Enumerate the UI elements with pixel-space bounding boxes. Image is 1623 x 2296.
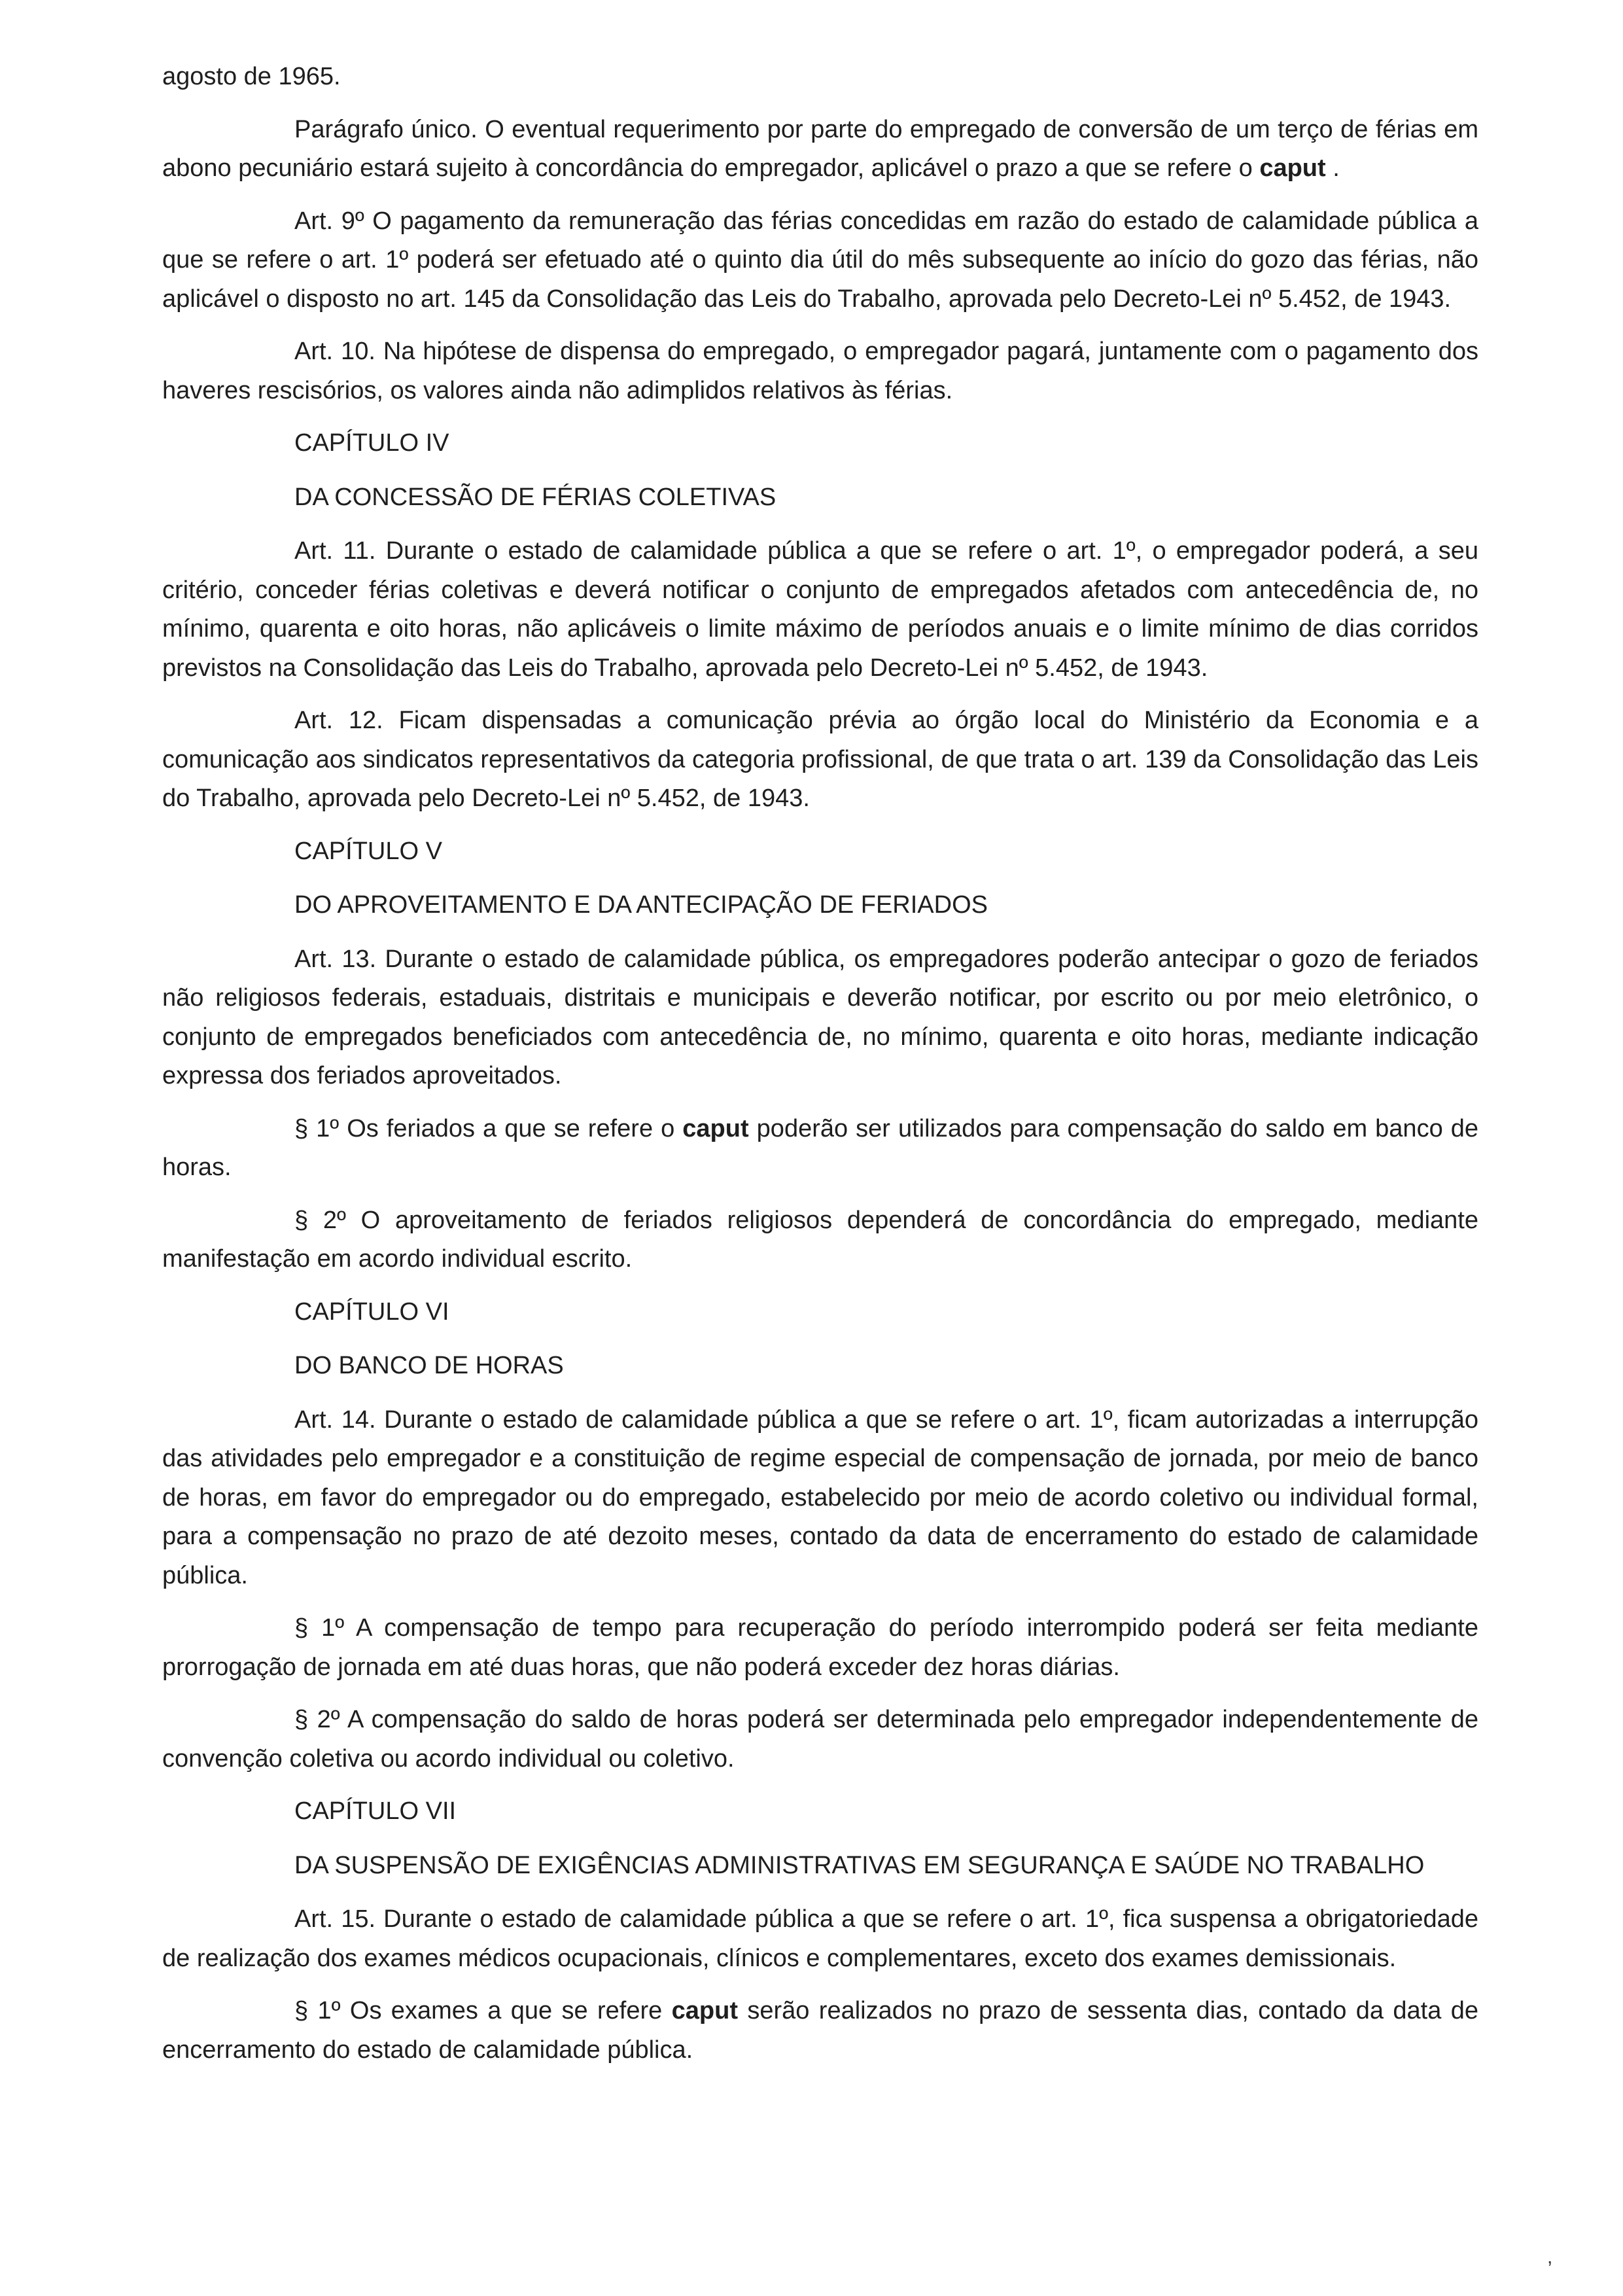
paragraph-text: § 1º Os exames a que se refere [294,1997,672,2024]
article-11: Art. 11. Durante o estado de calamidade pública a que se refere o art. 1º, o empregador poderá, a seu critério, conceder férias coletivas e deverá notificar o conjunto de empregados afetados com antecedência de, no mínimo, quarenta e oito horas, não aplicáveis o limite máximo de períodos anuais e o limite mínimo de dias corridos previstos na Consolidação das Leis do Trabalho, aprovada pelo Decreto-Lei nº 5.452, de 1943. [162,537,1478,682]
chapter-heading: CAPÍTULO IV [294,429,449,457]
document-body [162,58,1478,2083]
chapter-title: DA CONCESSÃO DE FÉRIAS COLETIVAS [294,483,777,511]
chapter-heading: CAPÍTULO VI [294,1298,449,1326]
paragraph-text: . [1325,154,1340,182]
paragraph-text: serão realizados no prazo de sessenta dias, contado da data de encerramento do estado de calamidade pública. [162,1997,1478,2064]
paragraph-text: § 1º Os feriados a que se refere o [294,1114,683,1142]
article-13: Art. 13. Durante o estado de calamidade pública, os empregadores poderão antecipar o gozo de feriados não religiosos federais, estaduais, distritais e municipais e deverão notificar, por escrito ou por meio eletrônico, o conjunto de empregados beneficiados com antecedência de, no mínimo, quarenta e oito horas, mediante indicação expressa dos feriados aproveitados. [162,945,1478,1089]
chapter-heading: CAPÍTULO V [294,837,442,865]
paragrafo-unico [162,111,1478,188]
article-9: Art. 9º O pagamento da remuneração das férias concedidas em razão do estado de calamidade pública a que se refere o art. 1º poderá ser efetuado até o quinto dia útil do mês subsequente ao início do gozo das férias, não aplicável o disposto no art. 145 da Consolidação das Leis do Trabalho, aprovada pelo Decreto-Lei nº 5.452, de 1943. [162,207,1478,313]
corner-mark: , [1547,2246,1553,2268]
paragraph-text: Parágrafo único. O eventual requerimento por parte do empregado de conversão de um terço de férias em abono pecuniário estará sujeito à concordância do empregador, aplicável o prazo a que se refere o [162,115,1478,182]
article-14-paragraph-2: § 2º A compensação do saldo de horas poderá ser determinada pelo empregador independentemente de convenção coletiva ou acordo individual ou coletivo. [162,1706,1478,1773]
chapter-title: DO APROVEITAMENTO E DA ANTECIPAÇÃO DE FERIADOS [294,891,988,919]
article-13-paragraph-1 [162,1110,1478,1188]
caput-term: caput [682,1114,749,1142]
paragraph-text: poderão ser utilizados para compensação do saldo em banco de horas. [162,1114,1479,1181]
article-12: Art. 12. Ficam dispensadas a comunicação prévia ao órgão local do Ministério da Economia e a comunicação aos sindicatos representativos da categoria profissional, de que trata o art. 139 da Consolidação das Leis do Trabalho, aprovada pelo Decreto-Lei nº 5.452, de 1943. [162,707,1478,812]
chapter-title: DO BANCO DE HORAS [294,1352,564,1379]
caput-term: caput [671,1997,738,2024]
caput-term: caput [1259,154,1326,182]
paragraph-continuation: agosto de 1965. [162,63,341,90]
article-14-paragraph-1: § 1º A compensação de tempo para recuperação do período interrompido poderá ser feita mediante prorrogação de jornada em até duas horas, que não poderá exceder dez horas diárias. [162,1614,1478,1681]
article-15-paragraph-1 [162,1992,1478,2070]
chapter-title: DA SUSPENSÃO DE EXIGÊNCIAS ADMINISTRATIVAS EM SEGURANÇA E SAÚDE NO TRABALHO [294,1851,1425,1879]
chapter-heading: CAPÍTULO VII [294,1797,457,1825]
article-15: Art. 15. Durante o estado de calamidade pública a que se refere o art. 1º, fica suspensa a obrigatoriedade de realização dos exames médicos ocupacionais, clínicos e complementares, exceto dos exames demissionais. [162,1905,1478,1972]
article-14: Art. 14. Durante o estado de calamidade pública a que se refere o art. 1º, ficam autorizadas a interrupção das atividades pelo empregador e a constituição de regime especial de compensação de jornada, por meio de banco de horas, em favor do empregador ou do empregado, estabelecido por meio de acordo coletivo ou individual formal, para a compensação no prazo de até dezoito meses, contado da data de encerramento do estado de calamidade pública. [162,1405,1478,1589]
article-13-paragraph-2: § 2º O aproveitamento de feriados religiosos dependerá de concordância do empregado, mediante manifestação em acordo individual escrito. [162,1206,1478,1273]
article-10: Art. 10. Na hipótese de dispensa do empregado, o empregador pagará, juntamente com o pagamento dos haveres rescisórios, os valores ainda não adimplidos relativos às férias. [162,338,1478,404]
